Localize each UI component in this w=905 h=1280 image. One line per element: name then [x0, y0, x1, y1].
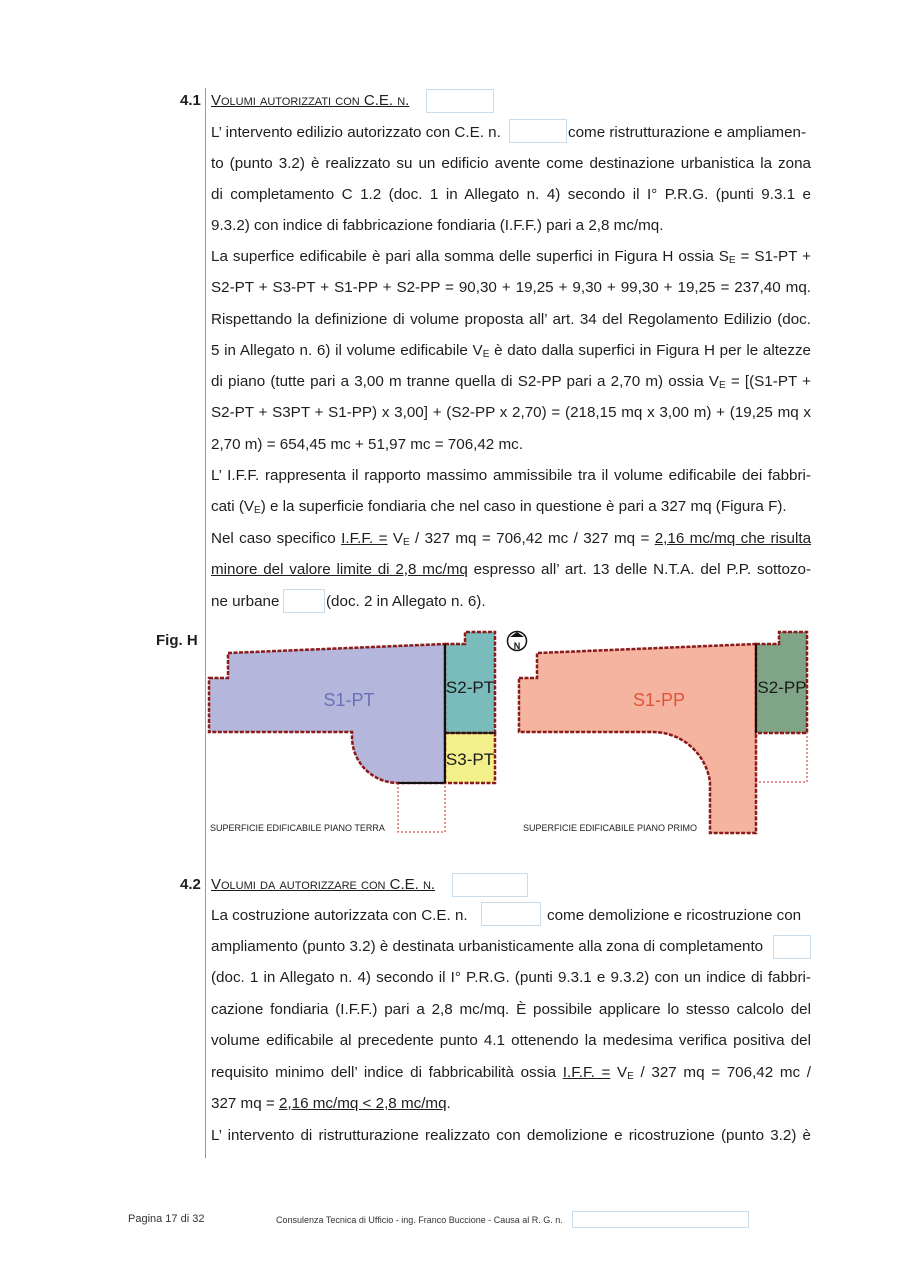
paragraph-line: requisito minimo dell’ indice di fabbricabilità ossia I.F.F. = $V_E / 327$ mq = 706,42 mc / — [211, 1064, 812, 1082]
s1-pp-area — [519, 644, 756, 833]
paragraph-line: cazione fondiaria (I.F.F.) pari a 2,8 mc/mq. È possibile applicare lo stesso calcolo del — [211, 1001, 811, 1018]
paragraph-line: 5 in Allegato n. 6) il volume edificabile $V_E$ è dato dalla superfici in Figura H per le altezze — [211, 342, 812, 360]
redacted-field — [509, 119, 567, 143]
ground-floor-caption: SUPERFICIE EDIFICABILE PIANO TERRA — [210, 823, 385, 833]
section-title: Volumi autorizzati con C.E. n. — [211, 92, 410, 109]
paragraph-line: di completamento C 1.2 (doc. 1 in Allegato n. 4) secondo il I° P.R.G. (punti 9.3.1 e — [211, 186, 811, 203]
paragraph-line: minore del valore limite di 2,8 mc/mq espresso all’ art. 13 delle N.T.A. del P.P. sottozo- — [211, 561, 812, 578]
page-number: Pagina 17 di 32 — [128, 1213, 205, 1225]
paragraph-line: 9.3.2) con indice di fabbricazione fondiaria (I.F.F.) pari a 2,8 mc/mq. — [211, 217, 664, 234]
paragraph-line: S2-PT + S3PT + S1-PP) x 3,00] + (S2-PP x 2,70) = (218,15 mq x 3,00 m) + (19,25 mq x — [211, 404, 811, 421]
paragraph-line: cati $(V_E)$ e la superficie fondiaria che nel caso in questione è pari a 327 mq (Figura F). — [211, 498, 787, 516]
paragraph-line: (doc. 1 in Allegato n. 4) secondo il I° P.R.G. (punti 9.3.1 e 9.3.2) con un indice di fabbri- — [211, 969, 811, 986]
section-number: 4.1 — [180, 92, 201, 109]
paragraph-line: to (punto 3.2) è realizzato su un edificio avente come destinazione urbanistica la zona — [211, 155, 811, 172]
footer-info: Consulenza Tecnica di Ufficio - ing. Franco Buccione - Causa al R. G. n. — [276, 1215, 563, 1225]
section-number: 4.2 — [180, 876, 201, 893]
floor-plan-figure — [0, 620, 905, 840]
s2-pt-label: S2-PT — [445, 678, 495, 697]
paragraph-line: L’ intervento edilizio autorizzato con C.E. n. come ristrutturazione e ampliamen- — [211, 123, 811, 143]
redacted-field — [452, 873, 528, 897]
s3-pt-label: S3-PT — [445, 750, 495, 769]
paragraph-line: volume edificabile al precedente punto 4.1 ottenendo la medesima verifica positiva del — [211, 1032, 811, 1049]
north-label: N — [513, 641, 521, 651]
paragraph-line: di piano (tutte pari a 3,00 m tranne quella di S2-PP pari a 2,70 m) ossia $V_E = [(S1-PT$ + — [211, 373, 811, 391]
dashed-outline — [756, 733, 807, 782]
paragraph-line: ampliamento (punto 3.2) è destinata urbanisticamente alla zona di completamento — [211, 937, 811, 957]
redacted-field — [283, 589, 325, 613]
first-floor-caption: SUPERFICIE EDIFICABILE PIANO PRIMO — [523, 823, 698, 833]
dashed-outline — [398, 783, 445, 832]
paragraph-line: L’ intervento di ristrutturazione realizzato con demolizione e ricostruzione (punto 3.2) è — [211, 1127, 811, 1144]
redacted-field — [773, 935, 811, 959]
paragraph-line: L’ I.F.F. rappresenta il rapporto massimo ammissibile tra il volume edificabile dei fabbri- — [211, 467, 811, 484]
s1-pt-area — [209, 644, 445, 783]
s2-pp-label: S2-PP — [757, 678, 807, 697]
north-arrow-icon — [508, 632, 527, 652]
s1-pp-label: S1-PP — [632, 690, 686, 710]
paragraph-line: La costruzione autorizzata con C.E. n. come demolizione e ricostruzione con — [211, 906, 811, 926]
paragraph-line: 2,70 m) = 654,45 mc + 51,97 mc = 706,42 mc. — [211, 436, 523, 453]
redacted-field — [481, 902, 541, 926]
redacted-field — [572, 1211, 749, 1228]
section-title: Volumi da autorizzare con C.E. n. — [211, 876, 436, 893]
paragraph-line: 327 mq = 2,16 mc/mq < 2,8 mc/mq. — [211, 1095, 451, 1112]
s1-pt-label: S1-PT — [323, 690, 375, 710]
paragraph-line: Nel caso specifico I.F.F. = $V_E / 327$ mq = 706,42 mc / 327 mq = 2,16 mc/mq che risulta — [211, 530, 812, 548]
redacted-field — [426, 89, 494, 113]
paragraph-line: La superfice edificabile è pari alla somma delle superfici in Figura H ossia $S_E = S1-PT$ + — [211, 248, 811, 266]
paragraph-line: Rispettando la definizione di volume proposta all’ art. 34 del Regolamento Edilizio (doc. — [211, 311, 811, 328]
figure-label: Fig. H — [156, 632, 198, 649]
paragraph-line: ne urbane (doc. 2 in Allegato n. 6). — [211, 592, 811, 612]
paragraph-line: S2-PT + S3-PT + S1-PP + S2-PP = 90,30 + 19,25 + 9,30 + 99,30 + 19,25 = 237,40 mq. — [211, 279, 811, 296]
